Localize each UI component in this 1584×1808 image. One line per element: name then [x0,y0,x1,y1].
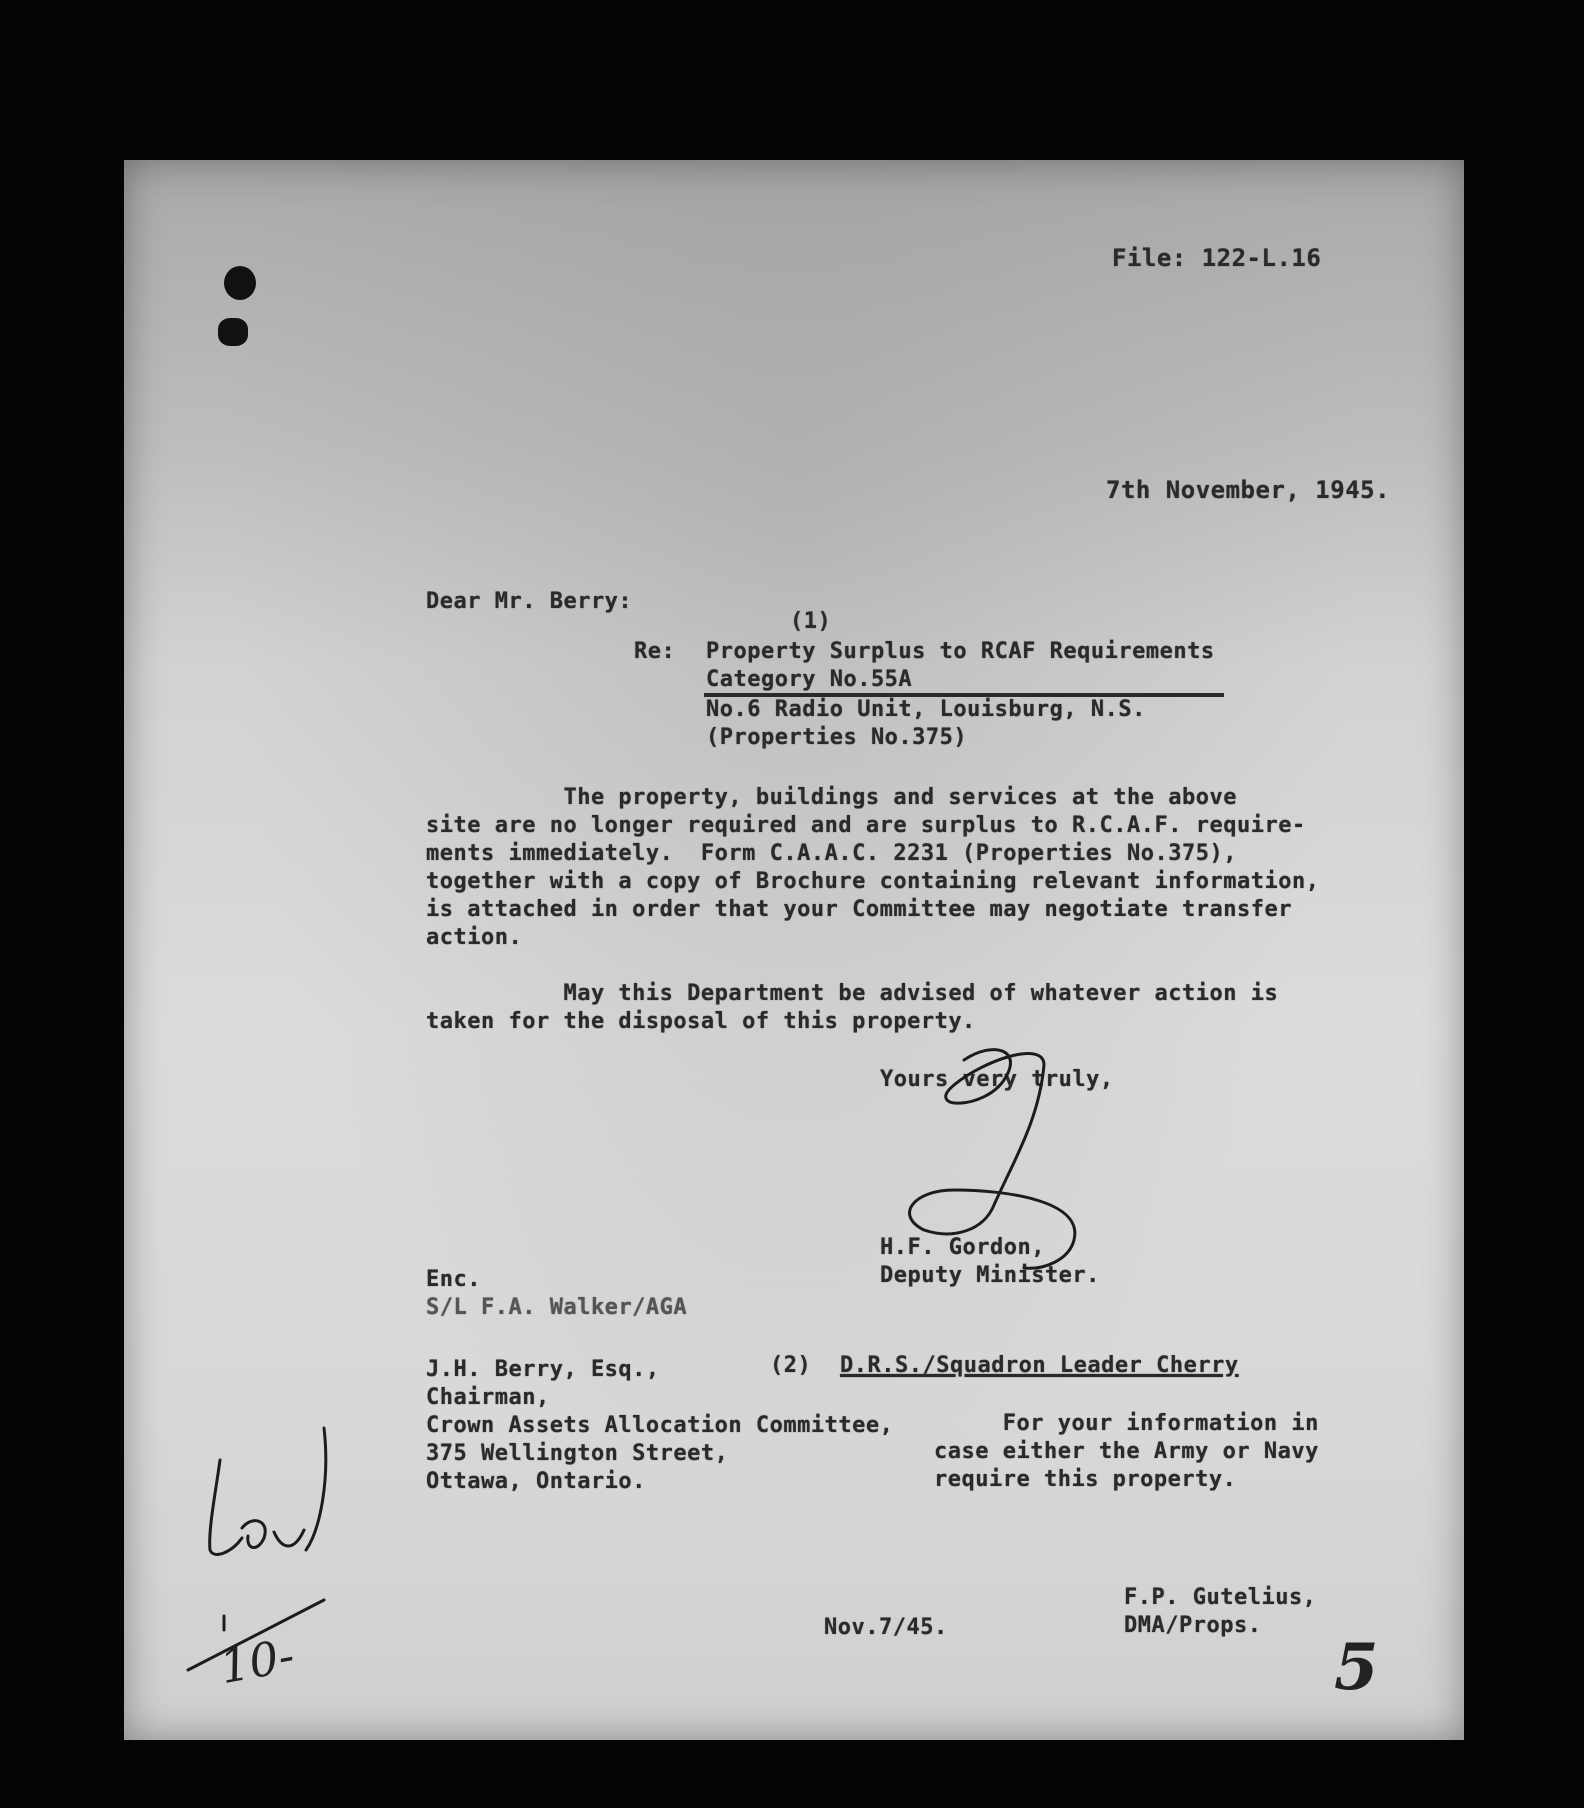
handwritten-note: 10- [215,1627,299,1695]
body-line: ments immediately. Form C.A.A.C. 2231 (Properties No.375), [426,841,1237,866]
closing: Yours very truly, [880,1067,1114,1092]
cc-note-line: require this property. [934,1467,1237,1492]
addressee-line: J.H. Berry, Esq., [426,1357,660,1382]
author-initials: S/L F.A. Walker/AGA [426,1295,688,1320]
re-line-4: (Properties No.375) [706,725,968,750]
marker-2: (2) [770,1353,812,1378]
addressee-line: Crown Assets Allocation Committee, [426,1413,894,1438]
footer-date: Nov.7/45. [824,1615,948,1640]
cc-recipient: D.R.S./Squadron Leader Cherry [840,1353,1239,1378]
addressee-line: Ottawa, Ontario. [426,1469,646,1494]
letter-sheet [124,160,1464,1740]
body-line: The property, buildings and services at the above [426,785,1237,810]
re-label: Re: [634,639,676,664]
re-line-2: Category No.55A [706,667,913,692]
signer-name: H.F. Gordon, [880,1235,1045,1260]
signature-mark [910,1050,1075,1269]
re-line-1: Property Surplus to RCAF Requirements [706,639,1215,664]
handwriting-layer [124,160,1464,1740]
addressee-line: Chairman, [426,1385,550,1410]
salutation: Dear Mr. Berry: [426,589,633,614]
body-line: taken for the disposal of this property. [426,1009,976,1034]
cc-note-line: For your information in [934,1411,1319,1436]
cc-note-line: case either the Army or Navy [934,1439,1319,1464]
initials-mark [188,1428,326,1670]
body-line: site are no longer required and are surplus to R.C.A.F. require- [426,813,1306,838]
body-line: action. [426,925,523,950]
enclosure-label: Enc. [426,1267,481,1292]
body-line: is attached in order that your Committee may negotiate transfer [426,897,1292,922]
signer-title: Deputy Minister. [880,1263,1100,1288]
file-reference: File: 122-L.16 [1112,244,1322,272]
footer-dept: DMA/Props. [1124,1613,1262,1638]
footer-name: F.P. Gutelius, [1124,1585,1317,1610]
re-line-3: No.6 Radio Unit, Louisburg, N.S. [706,697,1146,722]
marker-1: (1) [790,609,832,634]
letter-date: 7th November, 1945. [1106,476,1391,504]
body-line: May this Department be advised of whatever action is [426,981,1279,1006]
page-number: 5 [1334,1630,1379,1705]
addressee-line: 375 Wellington Street, [426,1441,729,1466]
body-line: together with a copy of Brochure containing relevant information, [426,869,1320,894]
